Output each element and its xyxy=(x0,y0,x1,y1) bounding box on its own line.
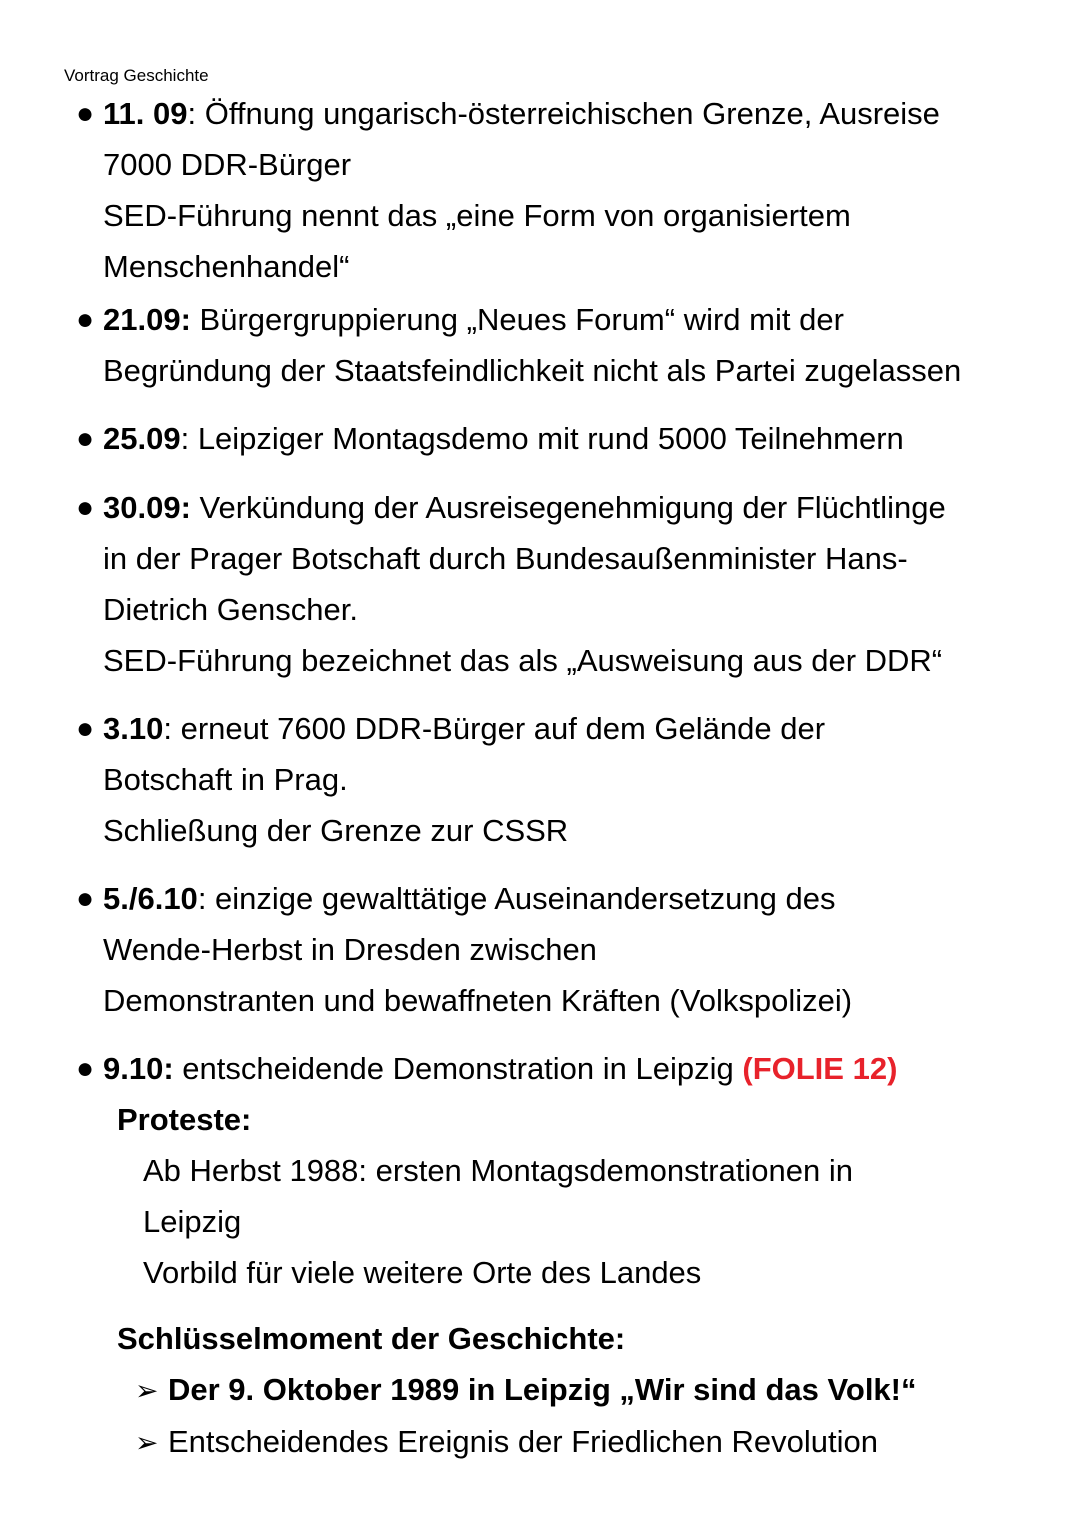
protests-text: Leipzig xyxy=(143,1204,242,1239)
entry-date: 11. 09 xyxy=(103,96,188,131)
entry-date: 3.10 xyxy=(103,711,164,746)
entry-text: Dietrich Genscher. xyxy=(103,592,358,627)
entry-text: Wende-Herbst in Dresden zwischen xyxy=(103,932,597,967)
protests-text: Ab Herbst 1988: ersten Montagsdemonstrationen in xyxy=(143,1153,853,1188)
entry-text: Bürgergruppierung „Neues Forum“ wird mit der xyxy=(199,302,844,337)
timeline-entry-1109 xyxy=(70,88,1030,292)
entry-text: Demonstranten und bewaffneten Kräften (Volkspolizei) xyxy=(103,983,853,1018)
entry-line: 3.10: erneut 7600 DDR-Bürger auf dem Gelände der xyxy=(103,711,826,746)
entry-text: erneut 7600 DDR-Bürger auf dem Gelände der xyxy=(180,711,826,746)
entry-text: entscheidende Demonstration in Leipzig xyxy=(182,1051,743,1086)
entry-date: 5./6.10 xyxy=(103,881,198,916)
page-header: Vortrag Geschichte xyxy=(64,66,209,85)
bullet-icon: ● xyxy=(75,97,95,130)
entry-line: 11. 09: Öffnung ungarisch-österreichischen Grenze, Ausreise xyxy=(103,96,940,131)
bullet-icon: ● xyxy=(75,303,95,336)
timeline-entry-0310 xyxy=(70,703,1030,856)
entry-text: Menschenhandel“ xyxy=(103,249,350,284)
entry-text: Verkündung der Ausreisegenehmigung der Flüchtlinge xyxy=(199,490,946,525)
protests-section xyxy=(117,1094,1017,1298)
arrow-bullet-icon: ➢ xyxy=(135,1427,159,1458)
entry-line xyxy=(103,1043,1030,1094)
entry-text: Schließung der Grenze zur CSSR xyxy=(103,813,569,848)
entry-date: 9.10: xyxy=(103,1051,174,1086)
entry-line xyxy=(103,294,1030,345)
protests-text: Vorbild für viele weitere Orte des Landes xyxy=(143,1255,702,1290)
bullet-icon: ● xyxy=(75,712,95,745)
key-moment-text: Der 9. Oktober 1989 in Leipzig „Wir sind das Volk!“ xyxy=(168,1372,917,1407)
timeline-entry-2109 xyxy=(70,294,1030,396)
entry-text: Öffnung ungarisch-österreichischen Grenze, Ausreise xyxy=(204,96,940,131)
arrow-bullet-icon: ➢ xyxy=(135,1375,159,1406)
key-moment-item xyxy=(135,1364,1017,1416)
entry-text: Leipziger Montagsdemo mit rund 5000 Teilnehmern xyxy=(197,421,904,456)
entry-text: einzige gewalttätige Auseinandersetzung des xyxy=(215,881,836,916)
bullet-icon: ● xyxy=(75,422,95,455)
timeline-entry-2509 xyxy=(70,413,1030,464)
entry-text: SED-Führung bezeichnet das als „Ausweisung aus der DDR“ xyxy=(103,643,943,678)
timeline-entry-0510 xyxy=(70,873,1030,1026)
entry-line xyxy=(103,482,1030,533)
entry-text: 7000 DDR-Bürger xyxy=(103,147,352,182)
key-moment-item xyxy=(135,1416,1017,1468)
entry-line: 5./6.10: einzige gewalttätige Auseinandersetzung des xyxy=(103,881,836,916)
slide-reference: (FOLIE 12) xyxy=(742,1051,898,1086)
timeline-entry-0910 xyxy=(70,1043,1030,1094)
bullet-icon: ● xyxy=(75,882,95,915)
entry-line: 25.09: Leipziger Montagsdemo mit rund 5000 Teilnehmern xyxy=(103,421,904,456)
key-moment-section xyxy=(117,1313,1017,1468)
entry-date: 30.09: xyxy=(103,490,191,525)
entry-text: in der Prager Botschaft durch Bundesaußenminister Hans- xyxy=(103,541,908,576)
timeline-entry-3009 xyxy=(70,482,1030,686)
entry-date: 21.09: xyxy=(103,302,191,337)
protests-heading: Proteste: xyxy=(117,1102,252,1137)
key-moment-text: Entscheidendes Ereignis der Friedlichen Revolution xyxy=(168,1424,878,1459)
entry-date: 25.09 xyxy=(103,421,181,456)
entry-text: SED-Führung nennt das „eine Form von organisiertem xyxy=(103,198,851,233)
bullet-icon: ● xyxy=(75,1052,95,1085)
entry-text: Botschaft in Prag. xyxy=(103,762,348,797)
entry-text: Begründung der Staatsfeindlichkeit nicht als Partei zugelassen xyxy=(103,353,962,388)
key-moment-heading: Schlüsselmoment der Geschichte: xyxy=(117,1321,626,1356)
bullet-icon: ● xyxy=(75,491,95,524)
